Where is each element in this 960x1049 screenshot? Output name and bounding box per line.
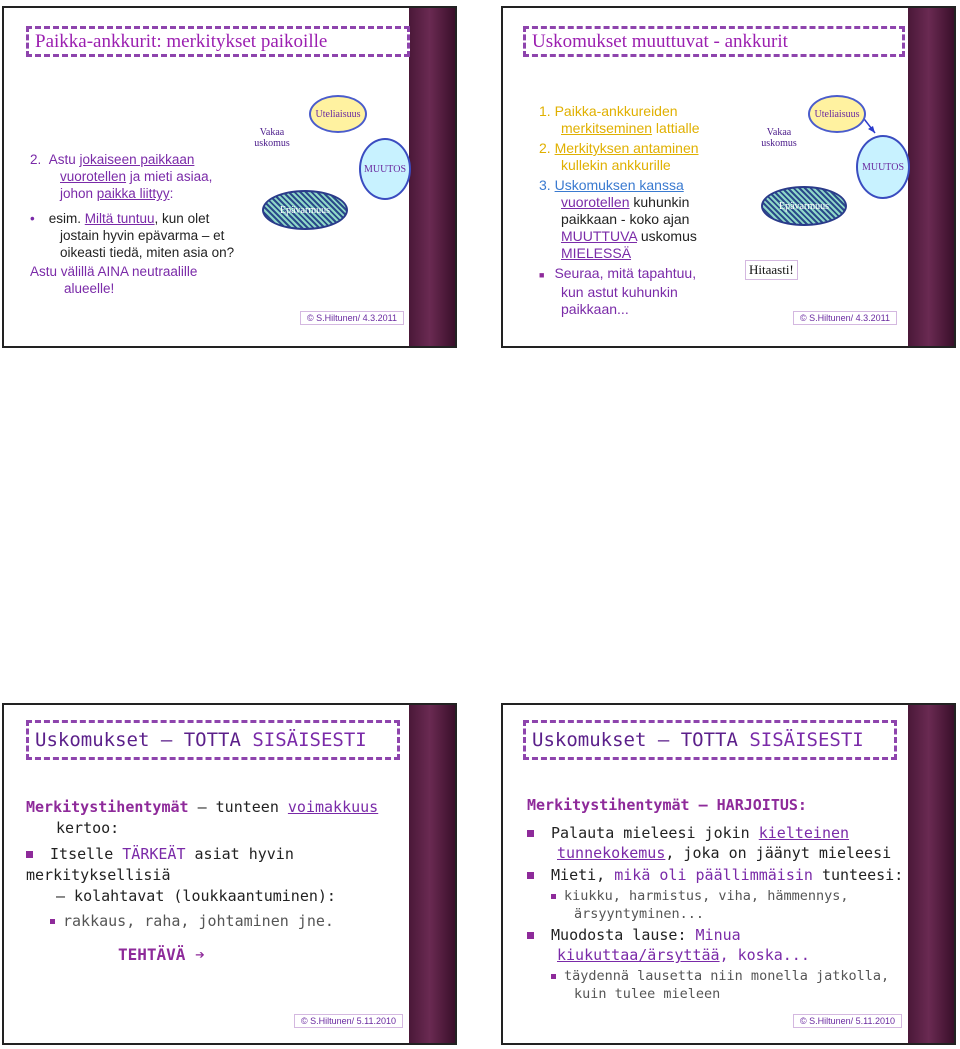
slide-4-body: Merkitystihentymät – HARJOITUS: Palauta mieleesi jokin kielteinen tunnekokemus, joka on jäänyt mieleesi Mieti, mikä oli päällimmäisin tunteesi: kiukku, harmistus, viha, hämmennys, ärsyyntyminen... Muodosta lause: Minua kiukuttaa/ärsyttää, koska... täydennä lausetta niin monella jatkolla, kuin tulee mieleen	[527, 796, 904, 1002]
step-2-text: 2. Astu jokaiseen paikkaan vuorotellen ja mieti asiaa, johon paikka liittyy:	[30, 152, 213, 201]
link-milta-tuntuu[interactable]: Miltä tuntuu	[84, 211, 155, 226]
slide-3	[2, 703, 457, 1045]
muutos-ellipse: MUUTOS	[359, 138, 411, 200]
example-bullet: • esim. Miltä tuntuu, kun olet jostain hyvin epävarma – et oikeasti tiedä, miten asia on?	[30, 211, 235, 260]
slide-1	[2, 6, 457, 348]
copyright: © S.Hiltunen/ 4.3.2011	[300, 311, 404, 325]
slide-side-band	[409, 8, 455, 346]
uteliaisuus-ellipse: Uteliaisuus	[309, 95, 367, 133]
slide-side-band	[908, 8, 954, 346]
steps-list: 1. Paikka-ankkureiden merkitseminen lattialle 2. Merkityksen antaminen kullekin ankkurille 3. Uskomuksen kanssa vuorotellen kuhunkin paikkaan - koko ajan MUUTTUVA uskomus MIELESSÄ ■ Seuraa, mitä tapahtuu, kun astut kuhunkin paikkaan...	[539, 103, 700, 317]
copyright: © S.Hiltunen/ 5.11.2010	[294, 1014, 403, 1028]
slide-title: Uskomukset muuttuvat - ankkurit	[523, 26, 905, 57]
tehtava-link[interactable]: TEHTÄVÄ ➔	[118, 945, 205, 964]
link-muuttuva[interactable]: MUUTTUVA	[561, 228, 637, 244]
slide-title: Uskomukset – TOTTA SISÄISESTI	[26, 720, 400, 760]
epavarmuus-ellipse: Epävarmuus	[761, 186, 847, 226]
vakaa-uskomus-label: Vakaa uskomus	[761, 127, 797, 149]
link-tunnekokemus[interactable]: tunnekokemus	[557, 844, 666, 862]
copyright: © S.Hiltunen/ 4.3.2011	[793, 311, 897, 325]
link-vuorotellen[interactable]: vuorotellen	[60, 169, 127, 184]
link-kielteinen[interactable]: kielteinen	[758, 824, 850, 842]
hitaasti-label: Hitaasti!	[745, 260, 798, 280]
link-jokaiseen-paikkaan[interactable]: jokaiseen paikkaan	[79, 152, 195, 167]
slide-2	[501, 6, 956, 348]
slide-4	[501, 703, 956, 1045]
neutral-note: Astu välillä AINA neutraalille alueelle!	[30, 264, 198, 296]
vakaa-uskomus-label: Vakaa uskomus	[254, 127, 290, 149]
slide-title: Paikka-ankkurit: merkitykset paikoille	[26, 26, 410, 57]
link-merkityksen-antaminen[interactable]: Merkityksen antaminen	[554, 140, 699, 156]
slide-3-body: Merkitystihentymät – tunteen voimakkuus kertoo: Itselle TÄRKEÄT asiat hyvin merkityksellisiä – kolahtavat (loukkaantuminen): rakkaus, raha, johtaminen jne.	[26, 798, 379, 930]
slide-title: Uskomukset – TOTTA SISÄISESTI	[523, 720, 897, 760]
link-vuorotellen[interactable]: vuorotellen	[561, 194, 630, 210]
link-uskomuksen-kanssa[interactable]: Uskomuksen kanssa	[554, 177, 684, 193]
link-paikka-liittyy[interactable]: paikka liittyy	[96, 186, 170, 201]
link-merkitseminen[interactable]: merkitseminen	[561, 120, 653, 136]
uteliaisuus-ellipse: Uteliaisuus	[808, 95, 866, 133]
link-voimakkuus[interactable]: voimakkuus	[287, 798, 379, 816]
muutos-ellipse: MUUTOS	[856, 135, 910, 199]
epavarmuus-ellipse: Epävarmuus	[262, 190, 348, 230]
link-kiukuttaa[interactable]: kiukuttaa/ärsyttää	[557, 946, 720, 964]
copyright: © S.Hiltunen/ 5.11.2010	[793, 1014, 902, 1028]
